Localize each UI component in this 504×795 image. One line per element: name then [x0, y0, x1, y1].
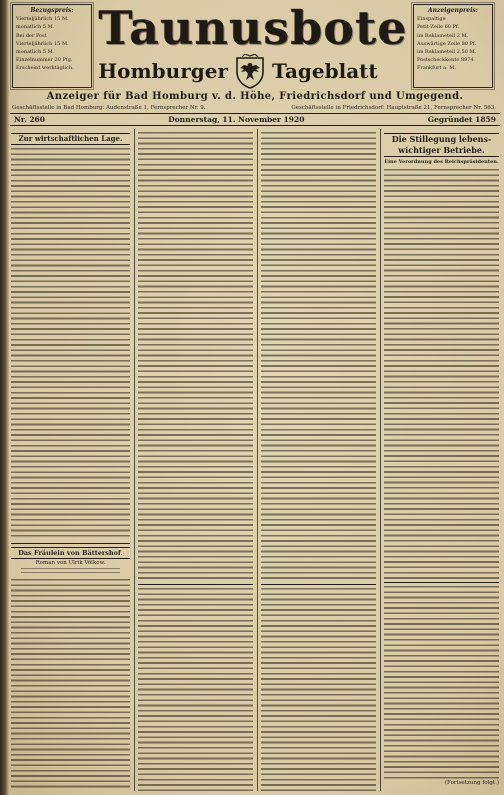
feuilleton-rule [384, 582, 499, 583]
subscription-line: Einzelnummer 20 Pfg. [16, 57, 73, 64]
advert-line: Petit-Zeile 60 Pf. [417, 24, 460, 31]
issue-date: Donnerstag, 11. November 1920 [168, 115, 305, 124]
serial-novel-title: Das Fräulein von Bättershof. [11, 547, 130, 559]
office-friedrichsdorf: Geschäftsstelle in Friedrichsdorf: Hauptstraße 21, Fernsprecher Nr. 563. [291, 105, 496, 111]
serial-novel-byline: Roman von Ulrik Völkow. [35, 560, 106, 566]
column-2 [134, 129, 253, 791]
economy-article-heading: Zur wirtschaftlichen Lage. [11, 133, 130, 145]
binding-edge [0, 0, 9, 795]
advert-price-box [413, 4, 493, 88]
feuilleton-rule [11, 543, 130, 544]
decree-heading-line-1: Die Stillegung lebens- [391, 134, 492, 144]
serial-copyright-note [21, 568, 120, 576]
serial-novel-body-cont [138, 588, 253, 791]
advert-line: im Reklameteil 2 M. [417, 32, 469, 39]
subscription-line: Bei der Post [16, 32, 47, 39]
feuilleton-rule [138, 584, 253, 585]
issue-number: Nr. 260 [14, 115, 45, 124]
masthead-subtitle-right: Tageblatt [272, 59, 378, 83]
masthead-title: Taunusbote [98, 1, 408, 55]
founded-year: Gegründet 1859 [427, 115, 496, 124]
advert-line: im Reklameteil 2.50 M. [417, 49, 477, 56]
masthead-subtitle-left: Homburger [98, 59, 228, 83]
masthead-tagline: Anzeiger für Bad Homburg v. d. Höhe, Friedrichsdorf und Umgegend. [46, 91, 464, 102]
column-4 [380, 129, 499, 791]
office-addresses [12, 104, 496, 112]
subscription-line: monatlich 5 M. [16, 49, 55, 56]
article-body-cont [261, 132, 376, 581]
advert-line: Frankfurt a. M. [417, 65, 457, 72]
advert-line: Auswärtige Zeile 80 Pf. [417, 40, 477, 47]
decree-heading-line-2: wichtiger Betriebe. [398, 144, 485, 155]
advert-line: Einspaltige [417, 16, 446, 23]
dateline-bar [10, 113, 500, 126]
office-homburg: Geschäftsstelle in Bad Homburg: Audenstraße 1, Fernsprecher Nr. 9. [12, 105, 206, 111]
advert-box-title: Anzeigenpreis: [428, 7, 478, 14]
serial-novel-body-cont [384, 586, 499, 779]
decree-subheading: Eine Verordnung des Reichspräsidenten. [384, 156, 499, 167]
decree-article-body [384, 169, 499, 579]
advert-line: Postscheckkonto 8974 [417, 57, 474, 64]
subscription-line: monatlich 5 M. [16, 24, 55, 31]
serial-novel-body [11, 579, 130, 791]
economy-article-body-cont [138, 132, 253, 581]
subscription-line: Erscheint werktäglich. [16, 65, 74, 72]
subscription-line: Vierteljährlich 15 M. [16, 16, 69, 23]
subscription-price-box [12, 4, 92, 88]
article-columns [11, 129, 499, 791]
column-3 [257, 129, 376, 791]
decree-article-heading [384, 133, 499, 156]
subscription-box-title: Bezugspreis: [30, 7, 74, 14]
economy-article-body [11, 148, 130, 540]
coat-of-arms-emblem [232, 54, 268, 90]
feuilleton-rule [261, 584, 376, 585]
serial-novel-body-cont [261, 588, 376, 791]
serial-continuation-note: (Fortsetzung folgt.) [444, 780, 499, 786]
column-1 [11, 129, 130, 791]
subscription-line: Vierteljährlich 15 M. [16, 40, 69, 47]
